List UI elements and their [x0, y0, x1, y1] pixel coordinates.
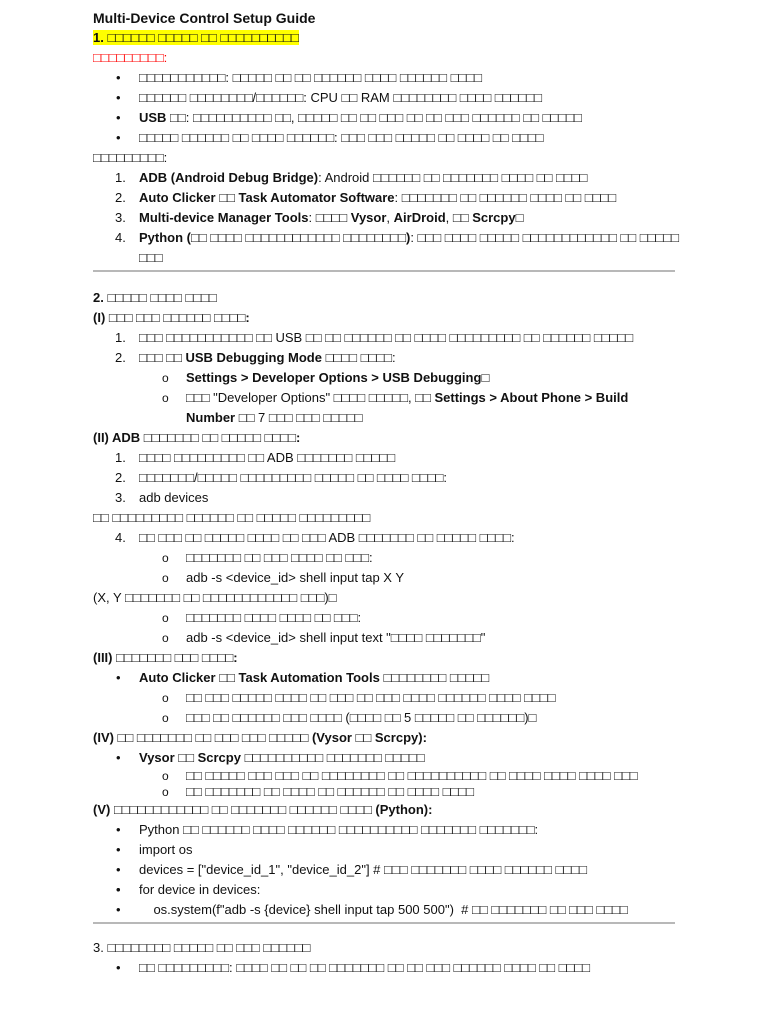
step-item: 1. □□□□ □□□□□□□□□ □□ ADB □□□□□□□ □□□□□ [115, 450, 396, 465]
requirements-heading: □□□□□□□□□: [93, 50, 168, 65]
section-1-heading: 1. □□□□□□ □□□□□ □□ □□□□□□□□□□ [93, 30, 299, 45]
step-item: 4. □□ □□□ □□ □□□□□ □□□□ □□ □□□ ADB □□□□□□□ □□ □□□□□ □□□□: [115, 530, 515, 545]
requirement-item: • USB □□: □□□□□□□□□□ □□, □□□□□ □□ □□ □□□ □□ □□ □□□ □□□□□□ □□ □□□□□ [93, 108, 675, 128]
code-bullet: • Python □□ □□□□□□ □□□□ □□□□□□ □□□□□□□□□□ □□□□□□□ □□□□□□□: [93, 820, 675, 840]
bullet-item: • □□ □□□□□□□□□: □□□□ □□ □□ □□ □□□□□□□ □□ □□ □□□ □□□□□□ □□□□ □□ □□□□ [93, 958, 675, 978]
software-item: 2. Auto Clicker □□ Task Automator Software: □□□□□□□ □□ □□□□□□ □□□□ □□ □□□□ [115, 190, 617, 205]
note-text: (X, Y □□□□□□□ □□ □□□□□□□□□□□□ □□□)□ [93, 590, 337, 605]
document-title: Multi-Device Control Setup Guide [93, 10, 316, 26]
section-2b-heading: (II) ADB □□□□□□□ □□ □□□□□ □□□□: [93, 430, 301, 445]
bullet-item: • Vysor □□ Scrcpy □□□□□□□□□□ □□□□□□□ □□□□□ [93, 748, 675, 768]
sub-step-item: o □□ □□□□□ □□□ □□□ □□ □□□□□□□□ □□ □□□□□□□□□□ □□ □□□□ □□□□ □□□□ □□□ [93, 768, 675, 784]
section-divider [93, 922, 675, 924]
note-text: □□ □□□□□□□□□ □□□□□□ □□ □□□□□ □□□□□□□□□ [93, 510, 371, 525]
requirement-item: • □□□□□ □□□□□□ □□ □□□□ □□□□□□: □□□ □□□ □□□□□ □□ □□□□ □□ □□□□ [93, 128, 675, 148]
bullet-item: • Auto Clicker □□ Task Automation Tools □□□□□□□□ □□□□□ [93, 668, 675, 688]
code-bullet: • os.system(f"adb -s {device} shell input tap 500 500") # □□ □□□□□□□ □□ □□□ □□□□ [93, 900, 675, 920]
code-bullet: • for device in devices: [93, 880, 675, 900]
section-divider [93, 270, 675, 272]
sub-step-item: o adb -s <device_id> shell input text "□□□□ □□□□□□□" [93, 628, 675, 648]
step-item: 1. □□□ □□□□□□□□□□□ □□ USB □□ □□ □□□□□□ □□ □□□□ □□□□□□□□□ □□ □□□□□□ □□□□□ [115, 330, 634, 345]
section-2a-heading: (I) □□□ □□□ □□□□□□ □□□□: [93, 310, 250, 325]
step-item: 2. □□□ □□ USB Debugging Mode □□□□ □□□□: [115, 350, 396, 365]
code-bullet: • devices = ["device_id_1", "device_id_2"] # □□□ □□□□□□□ □□□□ □□□□□□ □□□□ [93, 860, 675, 880]
sub-step-item: o □□□□□□□ □□ □□□ □□□□ □□ □□□: [93, 548, 675, 568]
sub-step-item: o □□□ "Developer Options" □□□□ □□□□□, □□ Settings > About Phone > Build Number □□ 7 □□□ □□□ □□□□□ [93, 388, 666, 428]
section-2d-heading: (IV) □□ □□□□□□□ □□ □□□ □□□ □□□□□ (Vysor □□ Scrcpy): [93, 730, 427, 745]
requirement-item: • □□□□□□ □□□□□□□□/□□□□□□: CPU □□ RAM □□□□□□□□ □□□□ □□□□□□ [93, 88, 675, 108]
sub-step-item: o □□ □□□ □□□□□ □□□□ □□ □□□ □□ □□□ □□□□ □□□□□□ □□□□ □□□□ [93, 688, 675, 708]
code-bullet: • import os [93, 840, 675, 860]
software-item: 1. ADB (Android Debug Bridge): Android □□□□□□ □□ □□□□□□□ □□□□ □□ □□□□ [115, 170, 588, 185]
software-heading: □□□□□□□□□: [93, 150, 168, 165]
software-item: 3. Multi-device Manager Tools: □□□□ Vysor, AirDroid, □□ Scrcpy□ [115, 210, 524, 225]
sub-step-item: o □□□ □□ □□□□□□ □□□ □□□□ (□□□□ □□ 5 □□□□□ □□ □□□□□□)□ [93, 708, 675, 728]
step-item: 2. □□□□□□□/□□□□□ □□□□□□□□□ □□□□□ □□ □□□□ □□□□: [115, 470, 447, 485]
sub-step-item: o □□□□□□□ □□□□ □□□□ □□ □□□: [93, 608, 675, 628]
software-item: 4. Python (□□ □□□□ □□□□□□□□□□□□ □□□□□□□□): □□□ □□□□ □□□□□ □□□□□□□□□□□□ □□ □□□□□ □□□ [115, 230, 680, 265]
section-2e-heading: (V) □□□□□□□□□□□□ □□ □□□□□□□ □□□□□□ □□□□ (Python): [93, 802, 433, 817]
section-2c-heading: (III) □□□□□□□ □□□ □□□□: [93, 650, 238, 665]
requirement-item: • □□□□□□□□□□□: □□□□□ □□ □□ □□□□□□ □□□□ □□□□□□ □□□□ [93, 68, 675, 88]
section-3-heading: 3. □□□□□□□□ □□□□□ □□ □□□ □□□□□□ [93, 940, 311, 955]
document-content [93, 8, 680, 978]
section-2-heading: 2. □□□□□ □□□□ □□□□ [93, 290, 217, 305]
sub-step-item: o adb -s <device_id> shell input tap X Y [93, 568, 675, 588]
sub-step-item: o Settings > Developer Options > USB Debugging□ [93, 368, 675, 388]
step-item: 3. adb devices [115, 490, 209, 505]
sub-step-item: o □□ □□□□□□□ □□ □□□□ □□ □□□□□□ □□ □□□□ □□□□ [93, 784, 675, 800]
